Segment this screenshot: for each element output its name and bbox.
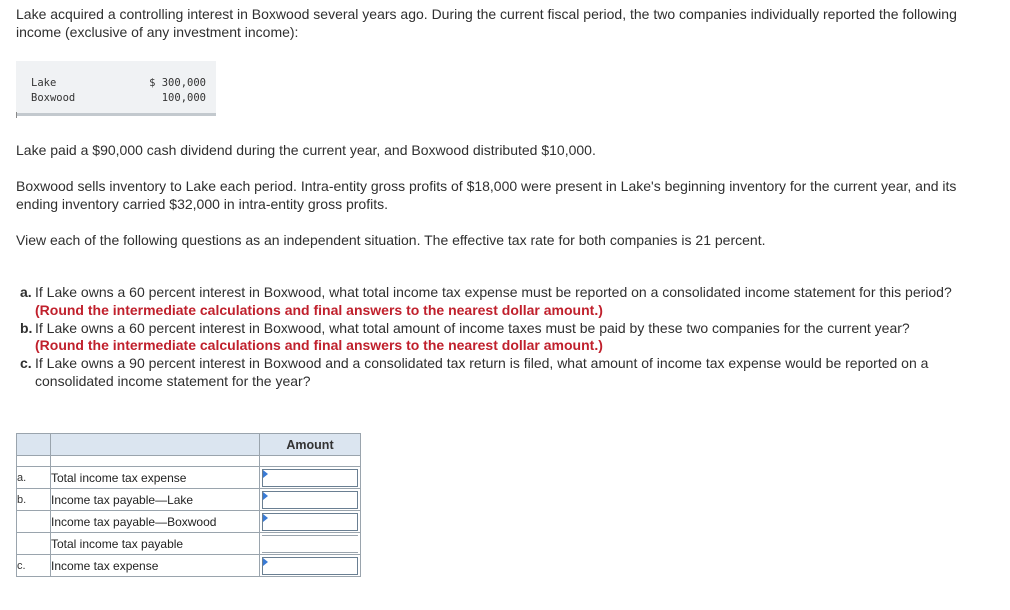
- question-letter: c.: [20, 355, 32, 372]
- income-row-boxwood: [16, 92, 216, 108]
- amount-cell: [260, 489, 361, 511]
- row-letter: [17, 533, 51, 555]
- row-letter: b.: [17, 489, 51, 511]
- amount-input-payable-boxwood[interactable]: [262, 513, 358, 531]
- input-flag-icon: [263, 492, 268, 500]
- header-spacer: [17, 456, 361, 467]
- amount-input-payable-lake[interactable]: [262, 491, 358, 509]
- rounding-note: (Round the intermediate calculations and final answers to the nearest dollar amount.): [35, 337, 603, 354]
- amount-cell: [260, 467, 361, 489]
- question-letter: a.: [20, 284, 32, 300]
- row-label: Total income tax expense: [51, 467, 260, 489]
- question-text: If Lake owns a 90 percent interest in Boxwood and a consolidated tax return is filed, what amount of income tax expense would be reported on a consolidated income statement for the year?: [35, 355, 929, 389]
- answer-row: [17, 533, 361, 555]
- company-name: Lake: [31, 77, 57, 89]
- company-income: 100,000: [161, 92, 206, 104]
- answer-row: [17, 555, 361, 577]
- amount-cell: [260, 511, 361, 533]
- input-flag-icon: [263, 558, 268, 566]
- instructions-paragraph: View each of the following questions as an independent situation. The effective tax rate for both companies is 21 percent.: [16, 232, 766, 248]
- question-c: [20, 355, 960, 391]
- input-flag-icon: [263, 514, 268, 522]
- spacer-cell: [51, 456, 260, 467]
- question-list: [20, 284, 960, 391]
- row-label: Income tax payable—Lake: [51, 489, 260, 511]
- answer-row: [17, 489, 361, 511]
- header-blank-letter: [17, 434, 51, 456]
- question-a: [20, 284, 960, 320]
- inventory-paragraph: Boxwood sells inventory to Lake each period. Intra-entity gross profits of $18,000 were present in Lake's beginning inventory for the current year, and its ending inventory carried $32,000 in intra-entity gross profits.: [16, 178, 957, 212]
- problem-intro: Lake acquired a controlling interest in Boxwood several years ago. During the current fiscal period, the two companies individually reported the following income (exclusive of any investment income):: [16, 6, 957, 40]
- answer-row: [17, 511, 361, 533]
- row-letter: c.: [17, 555, 51, 577]
- income-table: [16, 61, 216, 116]
- rounding-note: (Round the intermediate calculations and final answers to the nearest dollar amount.): [35, 301, 603, 318]
- row-letter: [17, 511, 51, 533]
- row-letter: a.: [17, 467, 51, 489]
- answer-row: [17, 467, 361, 489]
- question-text: If Lake owns a 60 percent interest in Boxwood, what total income tax expense must be reported on a consolidated income statement for this period?: [35, 284, 952, 300]
- row-label: Income tax payable—Boxwood: [51, 511, 260, 533]
- company-name: Boxwood: [31, 92, 76, 104]
- amount-input-tax-expense-c[interactable]: [262, 557, 358, 575]
- income-row-lake: [16, 77, 216, 93]
- table-resize-handle: [16, 112, 17, 118]
- spacer-cell: [260, 456, 361, 467]
- question-b: [20, 320, 960, 356]
- amount-cell: [260, 555, 361, 577]
- header-amount: Amount: [260, 434, 361, 456]
- answer-table-header: [17, 434, 361, 456]
- amount-input-total-tax-expense[interactable]: [262, 469, 358, 487]
- answer-table: [16, 433, 361, 577]
- spacer-cell: [17, 456, 51, 467]
- row-label: Total income tax payable: [51, 533, 260, 555]
- question-letter: b.: [20, 319, 33, 336]
- row-label: Income tax expense: [51, 555, 260, 577]
- question-text: If Lake owns a 60 percent interest in Boxwood, what total amount of income taxes must be paid by these two companies for the current year?: [35, 319, 910, 336]
- header-blank-desc: [51, 434, 260, 456]
- input-flag-icon: [263, 470, 268, 478]
- dividend-paragraph: Lake paid a $90,000 cash dividend during the current year, and Boxwood distributed $10,000.: [16, 142, 596, 158]
- amount-total-tax-payable: [262, 535, 358, 553]
- company-income: $ 300,000: [149, 77, 206, 89]
- amount-cell: [260, 533, 361, 555]
